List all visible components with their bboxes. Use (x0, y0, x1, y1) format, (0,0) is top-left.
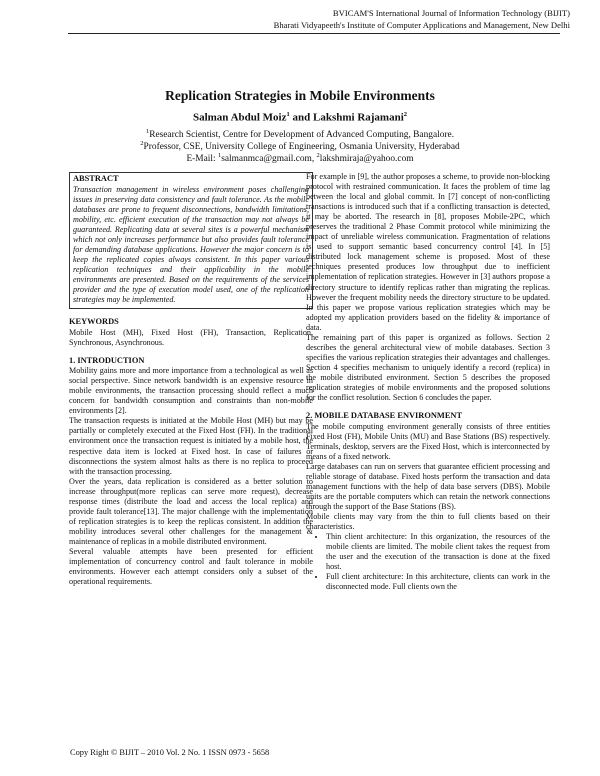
author-name: Salman Abdul Moiz (192, 111, 287, 124)
author-conjunction: and (289, 111, 313, 124)
paragraph: The remaining part of this paper is organized as follows. Section 2 describes the general architectural view of mobile databases. Section 3 specifies the various replication strategies their advantages and challenges. Section 4 specifies mechanism to uniquely identify a record (replica) in the mobile distributed environment. Section 5 describes the proposed replication strategies of mobile environments and the proposed solutions for the conflict resolution. Section 6 concludes the paper. (306, 332, 550, 403)
list-item: • Thin client architecture: In this organization, the resources of the mobile clients are limited. The mobile client takes the request from the user and the execution of the transaction is done at the fixed host. (326, 532, 550, 572)
affiliation-text: Professor, CSE, University College of Engineering, Osmania University, Hyderabad (143, 142, 460, 153)
affiliation-marker: 2 (140, 140, 144, 147)
author-marker: 1 (286, 111, 290, 118)
affiliation-marker: 1 (145, 128, 150, 135)
email-marker: 1 (217, 152, 222, 159)
paragraph: Several valuable attempts have been presented for efficient implementation of concurrency control and fault tolerance in mobile environments. However each attempt considers only a subset of the operational requirements. (69, 547, 313, 587)
paragraph: Mobile clients may vary from the thin to full clients based on their characteristics. (306, 512, 550, 532)
paragraph: Mobility gains more and more importance from a technological as well as social perspective. Since network bandwidth is an expensive resource in mobile environments, the transaction processing should reflect a much concern for bandwidth consumption and constraints than non-mobile environments [2]. (69, 366, 313, 416)
paragraph: For example in [9], the author proposes a scheme, to provide non-blocking protocol with restrained communication. It faces the problem of time lag between the local and global commit. In [7] concept of non-conflicting transactions is introduced such that if a conflicting transaction is detected, it may be aborted. The research in [8], proposes Mobile-2PC, which preserves the traditional 2 Phase Commit protocol while minimizing the impact of unreliable wireless communication. Fragmentation of relations is used to support semantic based concurrency control [4]. In [5] distributed lock management scheme is proposed. Most of these techniques presented produces low throughput due to inefficient implementation of replication strategies. However in [3] authors propose a directory structure to identify replicas rather than migrating the replicas. However the frequent mobility needs the directory structure to be updated. In this paper we propose various replication strategies which may be adopted my application providers based on the fidelity & importance of data. (306, 172, 550, 332)
client-architecture-list (306, 532, 550, 592)
left-column (69, 172, 313, 587)
section-heading: 1. INTRODUCTION (69, 355, 145, 365)
journal-publisher: Bharati Vidyapeeth's Institute of Computer Applications and Management, New Delhi (273, 19, 570, 30)
abstract-heading: ABSTRACT (73, 174, 119, 183)
copyright-footer: Copy Right © BIJIT – 2010 Vol. 2 No. 1 ISSN 0973 - 5658 (70, 748, 270, 757)
paragraph: Over the years, data replication is considered as a better solution to increase throughput(more replicas can serve more request), decrease response times (distribute the load and access the local replica) and provide fault tolerance[13]. The major challenge with the implementation of replication strategies is to keep the replicas consistent. In addition the mobility introduces several other challenges for the management & maintenance of replicas in a mobile distributed environment. (69, 476, 313, 546)
author-line (0, 111, 600, 124)
email-line (0, 150, 600, 165)
email-address[interactable]: salmanmca@gmail.com, (221, 154, 317, 165)
paragraph: The transaction requests is initiated at the Mobile Host (MH) but may be partially or completely executed at the Fixed Host (FH). In the traditional environment once the transaction request is initiated by a mobile host, the respective data item is locked at Fixed host. In case of failures or disconnections the system almost halts as there is no replica to proceed with the transaction processing. (69, 416, 313, 476)
keywords-text: Mobile Host (MH), Fixed Host (FH), Transaction, Replication, Synchronous, Asynchronous. (69, 327, 313, 347)
journal-header (150, 8, 570, 31)
paragraph: The mobile computing environment generally consists of three entities Fixed Host (FH), Mobile Units (MU) and Base Stations (BS) respectively. Terminals, desktop, servers are the Fixed Host, which is interconnected by means of a fixed network. (306, 421, 550, 461)
paragraph: Large databases can run on servers that guarantee efficient processing and reliable storage of database. Fixed hosts perform the transaction and data management functions with the help of data base servers (DBS). Mobile units are the portable computers which can retain the network connections through the support of the Base Stations (BS). (306, 461, 550, 511)
email-marker: 2 (316, 152, 320, 159)
abstract-text: Transaction management in wireless environment poses challenging issues in preserving data consistency and fault tolerance. As the mobile databases are prone to frequent disconnections, bandwidth limitations, mobility, etc. efficient execution of the transaction may not always be guaranteed. Replicating data at several sites is a powerful mechanism which not only increases performance but also provides fault tolerance for demanding database applications. However the major concern is to keep the replicated copies always consistent. In this paper various replication techniques and their applicability in the mobile environments are presented. Based on the requirements of the services provider and the type of execution model used, one of the replication strategies may be implemented. (73, 184, 309, 305)
section-heading: 2. MOBILE DATABASE ENVIRONMENT (306, 411, 463, 421)
email-label: E-Mail: (186, 154, 218, 165)
author-marker: 2 (403, 111, 408, 118)
paper-title: Replication Strategies in Mobile Environments (165, 88, 435, 103)
journal-name: BVICAM'S International Journal of Information Technology (BIJIT) (332, 8, 570, 18)
right-column (306, 172, 550, 592)
header-rule (68, 33, 560, 34)
affiliation-text: Research Scientist, Centre for Development of Advanced Computing, Bangalore. (149, 130, 455, 141)
abstract-box (69, 172, 313, 309)
keywords-heading: KEYWORDS (69, 317, 119, 327)
list-item: • Full client architecture: In this architecture, clients can work in the disconnected mode. Full clients own the (326, 572, 550, 592)
author-name: Lakshmi Rajamani (313, 111, 404, 124)
email-address[interactable]: lakshmiraja@yahoo.com (319, 154, 414, 165)
